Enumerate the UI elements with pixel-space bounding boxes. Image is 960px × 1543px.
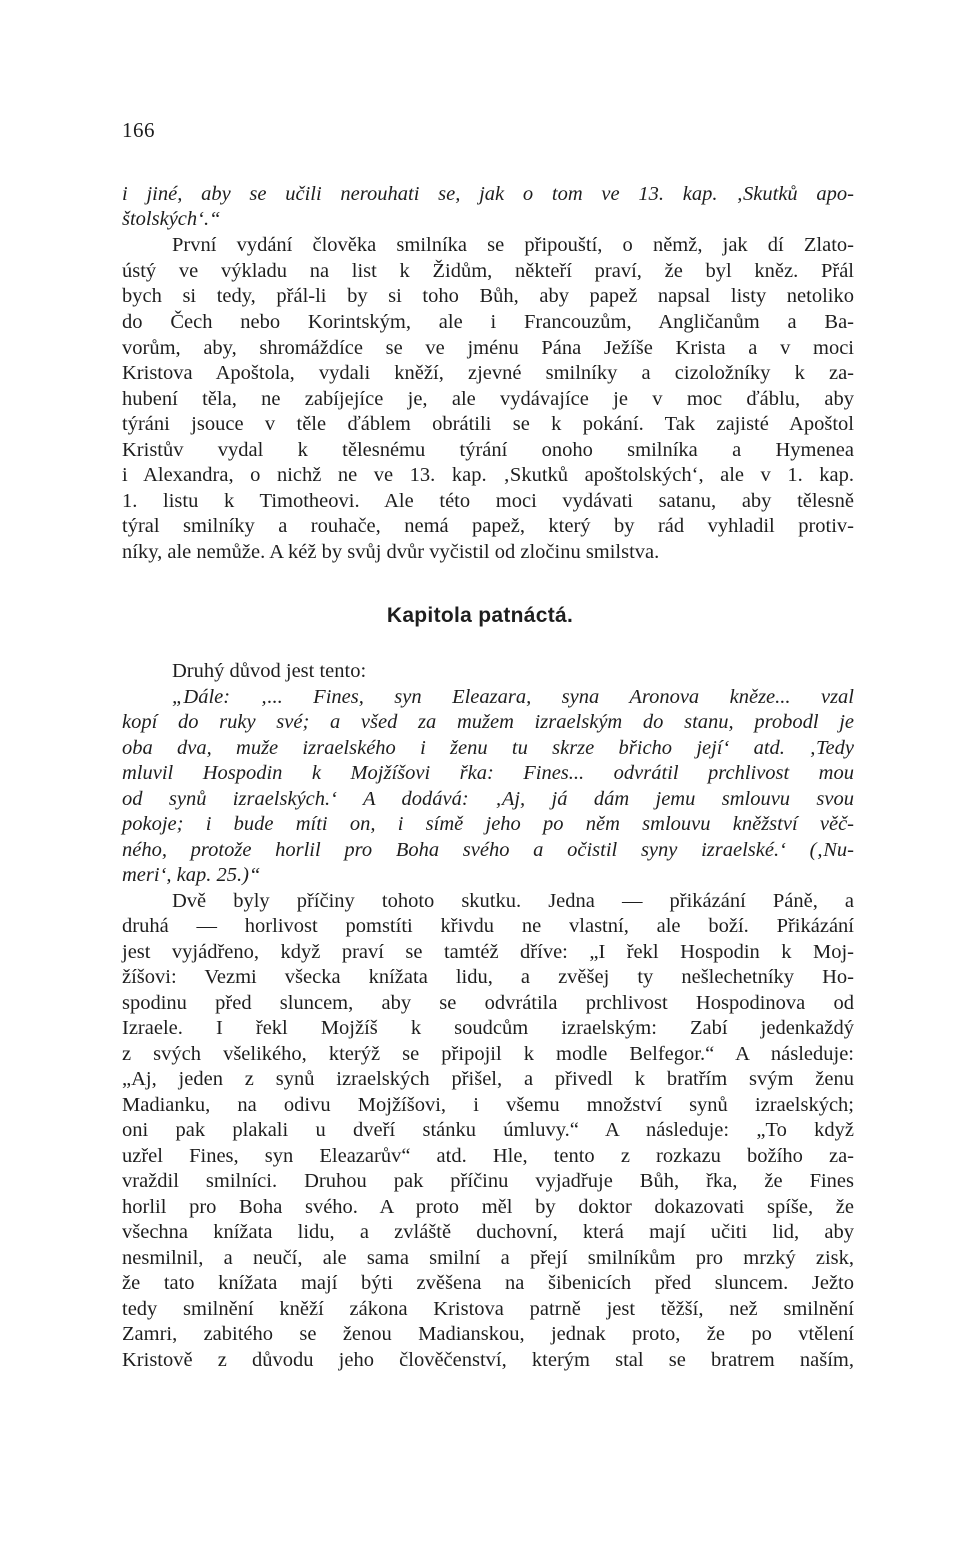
text-line: týráni jsouce v těle ďáblem obrátili se k pokání. Tak zajisté Apoštol	[122, 413, 854, 435]
text-line: níky, ale nemůže. A kéž by svůj dvůr vyčistil od zločinu smilstva.	[122, 541, 660, 563]
text-line: horlil pro Boha svého. A proto měl by doktor dokazovati spíše, že	[122, 1196, 854, 1218]
quote-line: mluvil Hospodin k Mojžíšovi řka: Fines... odvrátil prchlivost mou	[122, 762, 854, 784]
text-line: vraždil smilníci. Druhou pak příčinu vyjadřuje Bůh, řka, že Fines	[122, 1170, 854, 1192]
quote-line: oba dva, muže izraelského i ženu tu skrze břicho její‘ atd. ‚Tedy	[122, 737, 854, 759]
text-line: Zamri, zabitého se ženou Madianskou, jednak proto, že po vtělení	[122, 1323, 854, 1345]
text-line: 1. listu k Timotheovi. Ale této moci vydávati satanu, aby tělesně	[122, 490, 854, 512]
text-line: Kristově z důvodu jeho člověčenství, kterým stal se bratrem naším,	[122, 1349, 854, 1371]
text-line: vorům, aby, shromáždíce se ve jménu Pána Ježíše Krista a v moci	[122, 337, 854, 359]
text-line: Madianku, na odivu Mojžíšovi, i všemu množství synů izraelských;	[122, 1094, 854, 1116]
quote-line: ného, protože horlil pro Boha svého a očistil syny izraelské.‘ (‚Nu-	[122, 839, 854, 861]
chapter-heading: Kapitola patnáctá.	[386, 604, 574, 627]
text-line: Izraele. I řekl Mojžíš k soudcům izraelským: Zabí jedenkaždý	[122, 1017, 854, 1039]
quote-line: kopí do ruky své; a všed za mužem izraelským do stanu, probodl je	[122, 711, 854, 733]
text-line: jest vyjádřeno, když praví se tamtéž dříve: „I řekl Hospodin k Moj-	[122, 941, 854, 963]
text-line: Kristův vydal k tělesnému týrání onoho smilníka a Hymenea	[122, 439, 854, 461]
quote-line: od synů izraelských.‘ A dodává: ‚Aj, já dám jemu smlouvu svou	[122, 788, 854, 810]
text-line: i jiné, aby se učili nerouhati se, jak o tom ve 13. kap. ‚Skutků apo-	[122, 183, 854, 205]
text-line: všechna knížata lidu, a zvláště duchovní, která mají učiti lid, aby	[122, 1221, 854, 1243]
text-line: i Alexandra, o nichž ne ve 13. kap. ‚Skutků apoštolských‘, ale v 1. kap.	[122, 464, 854, 486]
text-line: bych si tedy, přál-li by si toho Bůh, aby papež napsal listy netoliko	[122, 285, 854, 307]
text-line: spodinu před sluncem, aby se odvrátila prchlivost Hospodinova od	[122, 992, 854, 1014]
quote-line: „Dále: ‚... Fines, syn Eleazara, syna Aronova kněze... vzal	[172, 686, 854, 708]
text-line: žíšovi: Vezmi všecka knížata lidu, a zvěšej ty nešlechetníky Ho-	[122, 966, 854, 988]
text-line: oni pak plakali u dveří stánku úmluvy.“ A následuje: „To když	[122, 1119, 854, 1141]
quote-line: meri‘, kap. 25.)“	[122, 864, 261, 886]
text-line: uzřel Fines, syn Eleazarův“ atd. Hle, tento z rozkazu božího za-	[122, 1145, 854, 1167]
text-line: do Čech nebo Korintským, ale i Francouzům, Angličanům a Ba-	[122, 311, 854, 333]
text-line: První vydání člověka smilníka se připouští, o němž, jak dí Zlato-	[172, 234, 854, 256]
text-line: „Aj, jeden z synů izraelských přišel, a přivedl k bratřím svým ženu	[122, 1068, 854, 1090]
text-line: štolských‘.“	[122, 208, 221, 230]
text-line: druhá — horlivost pomstíti křivdu ne vlastní, ale boží. Přikázání	[122, 915, 854, 937]
text-line: tedy smilnění kněží zákona Kristova patrně jest těžší, než smilnění	[122, 1298, 854, 1320]
text-line: nesmilnil, a neučí, ale sama smilní a přejí smilníkům pro mrzký zisk,	[122, 1247, 854, 1269]
text-line: z svých všelikého, kterýž se připojil k modle Belfegor.“ A následuje:	[122, 1043, 854, 1065]
text-line: hubení těla, ne zabíjejíce je, ale vydávajíce je v moc ďáblu, aby	[122, 388, 854, 410]
text-line: ústý ve výkladu na list k Židům, někteří praví, že byl kněz. Přál	[122, 260, 854, 282]
text-line: týral smilníky a rouhače, nemá papež, který by rád vyhladil protiv-	[122, 515, 854, 537]
text-line: Kristova Apoštola, vydali kněží, zjevné smilníky a cizoložníky k za-	[122, 362, 854, 384]
text-line: Druhý důvod jest tento:	[172, 660, 367, 682]
page-number: 166	[122, 118, 155, 142]
text-line: Dvě byly příčiny tohoto skutku. Jedna — přikázání Páně, a	[172, 890, 854, 912]
quote-line: pokoje; i bude míti on, i símě jeho po něm smlouvu kněžství věč-	[122, 813, 854, 835]
text-line: že tato knížata mají býti zvěšena na šibenicích před sluncem. Ježto	[122, 1272, 854, 1294]
